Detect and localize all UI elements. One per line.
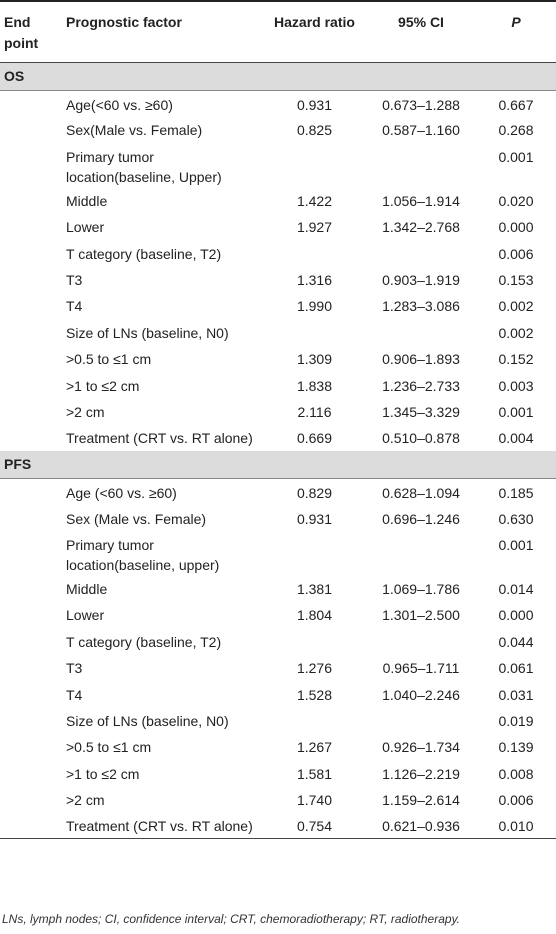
factor-cell: >0.5 to ≤1 cm [66,739,152,756]
table-row [0,733,556,759]
ci-cell: 0.621–0.936 [366,812,476,838]
ci-cell [366,319,476,345]
table-row [0,478,556,504]
hazard-ratio-cell: 1.381 [296,580,333,597]
end-point-cell [0,478,52,504]
factor-cell: >2 cm [66,792,105,809]
hazard-ratio-cell [263,628,366,654]
factor-cell: >2 cm [66,403,105,420]
hazard-ratio-cell [263,319,366,345]
p-value-cell: 0.001 [498,536,534,553]
table-row [0,398,556,424]
header-hazard-ratio: Hazard ratio [263,2,366,62]
end-point-cell [0,505,52,531]
hazard-ratio-cell [263,707,366,733]
ci-cell: 0.510–0.878 [382,430,460,447]
ci-cell [366,628,476,654]
end-point-cell [0,213,52,239]
factor-cell: Primary tumor location(baseline, Upper) [66,148,222,185]
factor-cell: Treatment (CRT vs. RT alone) [52,812,263,838]
table-row [0,266,556,292]
table-row [0,812,556,838]
p-value-cell: 0.139 [498,739,534,756]
ci-cell: 0.628–1.094 [382,484,460,501]
ci-cell: 1.301–2.500 [382,607,460,624]
end-point-cell [0,187,52,213]
table-body [0,62,556,839]
table-row [0,319,556,345]
section-row [0,451,556,479]
hazard-ratio-cell: 1.309 [296,351,333,368]
table-row [0,654,556,680]
table-row [0,681,556,707]
end-point-cell [0,654,52,680]
end-point-cell [0,240,52,266]
p-value-cell: 0.004 [498,430,534,447]
end-point-cell [0,707,52,733]
end-point-cell [0,266,52,292]
factor-cell: T4 [66,298,83,315]
table-row [0,90,556,116]
end-point-cell [0,601,52,627]
end-point-cell [0,398,52,424]
table-row [0,575,556,601]
end-point-cell [0,681,52,707]
ci-cell [366,707,476,733]
hazard-ratio-cell: 1.316 [296,271,333,288]
factor-cell: Lower [66,219,105,236]
ci-cell: 0.926–1.734 [382,739,460,756]
p-value-cell: 0.268 [498,122,534,139]
p-value-cell: 0.667 [498,96,534,113]
table-row [0,292,556,318]
table-row [0,424,556,450]
hazard-ratio-cell: 0.931 [296,510,333,527]
end-point-cell [0,575,52,601]
end-point-cell [0,424,52,450]
hazard-ratio-cell [263,143,366,187]
factor-cell: Lower [66,607,105,624]
table-row [0,628,556,654]
p-value-cell: 0.152 [498,351,534,368]
p-value-cell: 0.185 [498,484,534,501]
ci-cell: 0.696–1.246 [382,510,460,527]
header-p-value: P [476,2,556,62]
end-point-cell [0,372,52,398]
end-point-cell [0,531,52,575]
table-row [0,372,556,398]
hazard-ratio-cell: 1.276 [296,660,333,677]
factor-cell: T3 [66,660,83,677]
hazard-ratio-cell: 0.754 [263,812,366,838]
factor-cell: T3 [66,271,83,288]
table-row [0,707,556,733]
table-row [0,116,556,142]
hazard-ratio-cell: 1.804 [296,607,333,624]
p-value-cell: 0.020 [498,192,534,209]
table-row [0,345,556,371]
ci-cell: 0.903–1.919 [382,271,460,288]
ci-cell [366,531,476,575]
hazard-ratio-cell: 0.931 [296,96,333,113]
factor-cell: Size of LNs (baseline, N0) [66,324,229,341]
ci-cell [366,143,476,187]
p-value-cell: 0.010 [476,812,556,838]
ci-cell: 0.906–1.893 [382,351,460,368]
hazard-ratio-cell: 1.267 [296,739,333,756]
factor-cell: Age(<60 vs. ≥60) [66,96,173,113]
table-row [0,187,556,213]
p-value-cell: 0.031 [498,686,534,703]
p-value-cell: 0.061 [498,660,534,677]
factor-cell: Middle [66,192,108,209]
p-value-cell: 0.000 [498,219,534,236]
ci-cell: 0.673–1.288 [382,96,460,113]
end-point-cell [0,143,52,187]
ci-cell [366,240,476,266]
ci-cell: 1.159–2.614 [382,792,460,809]
ci-cell: 1.283–3.086 [382,298,460,315]
hazard-ratio-cell: 2.116 [297,403,332,420]
ci-cell: 1.126–2.219 [382,765,460,782]
ci-cell: 1.236–2.733 [382,377,460,394]
hazard-ratio-cell: 1.838 [296,377,333,394]
end-point-cell [0,292,52,318]
p-value-cell: 0.001 [498,403,534,420]
end-point-cell [0,786,52,812]
end-point-cell [0,733,52,759]
hazard-ratio-cell: 1.990 [296,298,333,315]
factor-cell: Sex (Male vs. Female) [66,510,207,527]
ci-cell: 1.342–2.768 [382,219,460,236]
hazard-ratio-cell: 0.825 [296,122,333,139]
table-row [0,213,556,239]
hazard-ratio-cell: 1.927 [296,219,333,236]
factor-cell: Sex(Male vs. Female) [66,122,203,139]
table-row [0,531,556,575]
hazard-ratio-cell [263,531,366,575]
section-label: PFS [0,451,556,479]
p-value-cell: 0.153 [498,271,534,288]
hazard-ratio-cell: 1.740 [296,792,333,809]
header-prognostic-factor: Prognostic factor [52,2,263,62]
ci-cell: 0.587–1.160 [382,122,460,139]
p-value-cell: 0.630 [498,510,534,527]
end-point-cell [0,628,52,654]
p-value-cell: 0.002 [498,324,534,341]
factor-cell: T category (baseline, T2) [66,633,222,650]
factor-cell: >1 to ≤2 cm [66,377,140,394]
hazard-ratio-cell: 0.669 [296,430,333,447]
p-value-cell: 0.006 [498,245,534,262]
factor-cell: Size of LNs (baseline, N0) [66,712,229,729]
ci-cell: 1.056–1.914 [382,192,460,209]
factor-cell: T category (baseline, T2) [66,245,222,262]
hazard-ratio-cell [263,240,366,266]
hazard-ratio-cell: 0.829 [296,484,333,501]
table-row [0,786,556,812]
end-point-cell [0,760,52,786]
hazard-ratio-cell: 1.581 [296,765,333,782]
factor-cell: Primary tumor location(baseline, upper) [66,536,220,573]
end-point-cell [0,812,52,838]
section-row [0,62,556,90]
factor-cell: >0.5 to ≤1 cm [66,351,152,368]
end-point-cell [0,345,52,371]
p-value-cell: 0.019 [498,712,534,729]
factor-cell: T4 [66,686,83,703]
hazard-ratio-cell: 1.422 [296,192,333,209]
table-row [0,240,556,266]
factor-cell: Age (<60 vs. ≥60) [66,484,177,501]
factor-cell: >1 to ≤2 cm [66,765,140,782]
p-value-cell: 0.001 [498,148,534,165]
table-header [0,2,556,62]
header-ci: 95% CI [366,2,476,62]
end-point-cell [0,116,52,142]
section-label: OS [0,62,556,90]
table-row [0,143,556,187]
table-row [0,760,556,786]
end-point-cell [0,90,52,116]
p-value-cell: 0.002 [498,298,534,315]
header-end-point: End point [0,2,52,62]
p-value-cell: 0.000 [498,607,534,624]
cox-regression-table [0,2,556,839]
hazard-ratio-cell: 1.528 [296,686,333,703]
factor-cell: Treatment (CRT vs. RT alone) [66,430,253,447]
ci-cell: 1.345–3.329 [382,403,460,420]
p-value-cell: 0.008 [498,765,534,782]
p-value-cell: 0.044 [498,633,534,650]
end-point-cell [0,319,52,345]
ci-cell: 1.069–1.786 [382,580,460,597]
p-value-cell: 0.003 [498,377,534,394]
table-row [0,505,556,531]
factor-cell: Middle [66,580,108,597]
p-value-cell: 0.014 [498,580,534,597]
table-row [0,601,556,627]
ci-cell: 0.965–1.711 [382,660,460,677]
ci-cell: 1.040–2.246 [382,686,460,703]
table-footnote: LNs, lymph nodes; CI, confidence interval; CRT, chemoradiotherapy; RT, radiotherapy. [2,912,461,926]
p-value-cell: 0.006 [498,792,534,809]
